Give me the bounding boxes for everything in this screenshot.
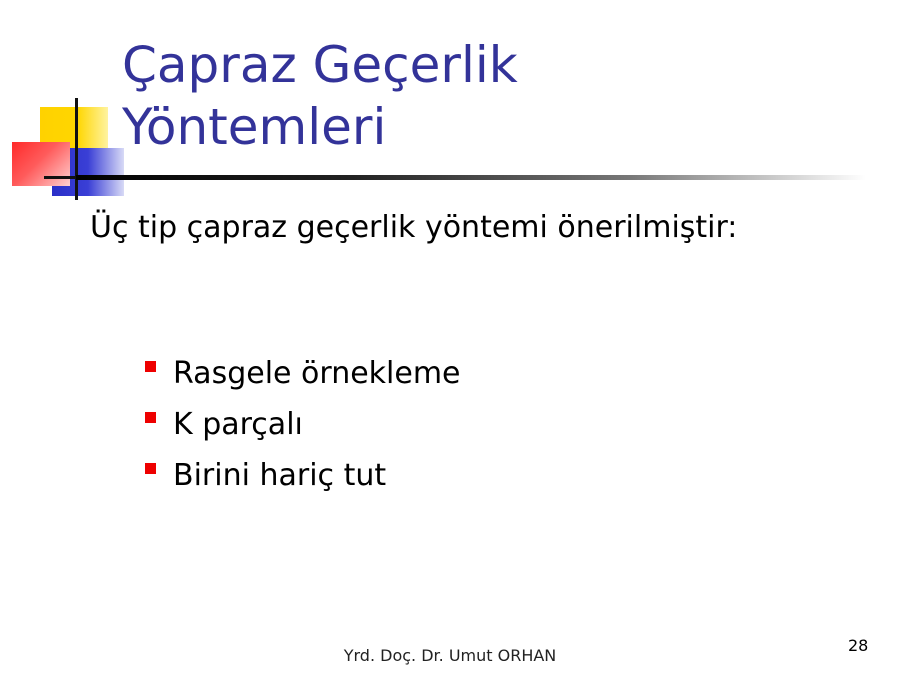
bullet-square-icon <box>145 463 156 474</box>
list-item <box>145 348 461 399</box>
bullet-list <box>145 348 461 501</box>
list-item <box>145 399 461 450</box>
bullet-text: Birini hariç tut <box>173 458 387 493</box>
footer-author: Yrd. Doç. Dr. Umut ORHAN <box>343 646 557 665</box>
list-item <box>145 450 461 501</box>
logo-vertical-line <box>75 98 78 200</box>
title-underline <box>76 175 866 180</box>
page-number: 28 <box>848 636 869 655</box>
bullet-text: K parçalı <box>173 407 303 442</box>
bullet-square-icon <box>145 412 156 423</box>
intro-paragraph: Üç tip çapraz geçerlik yöntemi önerilmiştir: <box>90 210 738 245</box>
bullet-text: Rasgele örnekleme <box>173 356 461 391</box>
bullet-square-icon <box>145 361 156 372</box>
logo-red-square <box>12 142 70 186</box>
slide-title: Çapraz Geçerlik Yöntemleri <box>122 36 518 156</box>
